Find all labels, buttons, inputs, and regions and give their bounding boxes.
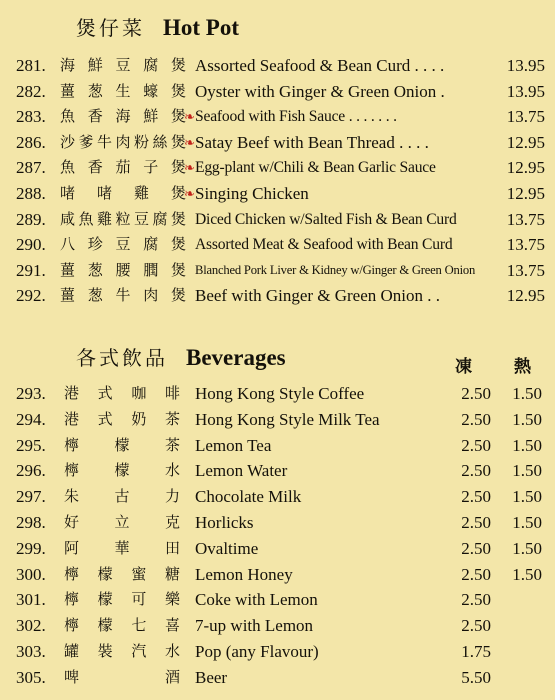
item-name-zh: 檸檬蜜糖 [64, 564, 180, 583]
item-name-zh: 檸檬可樂 [64, 590, 180, 609]
item-number: 302. [16, 616, 46, 636]
item-name-zh: 朱古力 [64, 487, 180, 506]
item-number: 297. [16, 487, 46, 507]
item-price: 12.95 [506, 158, 545, 178]
hot-price: 1.50 [512, 461, 542, 481]
item-name-en: Blanched Pork Liver & Kidney w/Ginger & Green Onion [195, 262, 476, 277]
beverages-title-zh: 各式飲品 [76, 346, 168, 370]
item-number: 286. [16, 132, 46, 152]
item-name-en: Beer [195, 667, 228, 687]
cold-price: 2.50 [461, 487, 491, 507]
item-number: 293. [16, 384, 46, 403]
beverage-row [0, 407, 555, 433]
beverage-row [0, 613, 555, 639]
item-name-zh: 阿華田 [64, 538, 180, 557]
beverages-title-en: Beverages [186, 345, 286, 370]
item-price: 12.95 [506, 286, 545, 306]
cold-price: 5.50 [461, 667, 491, 687]
item-name-en: Lemon Water [195, 461, 288, 481]
item-number: 292. [16, 286, 46, 306]
item-number: 300. [16, 564, 46, 584]
item-price: 13.95 [506, 56, 545, 75]
item-name-zh: 港式奶茶 [64, 409, 180, 428]
cold-price: 2.50 [461, 564, 491, 584]
hotpot-title-zh: 煲仔菜 [76, 16, 145, 40]
item-price: 13.95 [506, 81, 545, 101]
menu-item-row [0, 104, 555, 130]
item-name-zh: 薑葱腰膶煲 [60, 260, 186, 279]
cold-price: 2.50 [461, 513, 491, 532]
menu-item-row [0, 53, 555, 79]
menu-item-row [0, 155, 555, 181]
item-name-en: Chocolate Milk [195, 487, 302, 507]
hot-price: 1.50 [512, 435, 542, 455]
hot-column-header: 熱 [514, 357, 531, 377]
cold-price: 2.50 [461, 435, 491, 455]
item-name-zh: 海鮮豆腐煲 [60, 56, 186, 74]
item-price: 13.75 [506, 260, 545, 280]
hot-price: 1.50 [512, 384, 542, 403]
menu-item-row [0, 283, 555, 309]
item-name-en: 7-up with Lemon [195, 616, 314, 636]
beverage-row [0, 562, 555, 588]
item-name-en: Singing Chicken [195, 184, 309, 203]
item-number: 296. [16, 461, 46, 481]
item-name-zh: 魚香茄子煲 [60, 158, 186, 177]
item-name-zh: 好立克 [64, 513, 180, 531]
cold-price: 1.75 [461, 642, 491, 661]
item-name-en: Hong Kong Style Coffee [195, 384, 365, 403]
beverage-row [0, 665, 555, 691]
item-name-zh: 啤酒 [64, 667, 180, 686]
chili-pepper-icon: ❧ [184, 186, 195, 201]
hot-price: 1.50 [512, 564, 542, 584]
item-number: 281. [16, 56, 46, 75]
item-number: 305. [16, 667, 46, 687]
beverage-row [0, 510, 555, 536]
item-name-en: Coke with Lemon [195, 590, 318, 610]
item-name-zh: 檸檬水 [64, 461, 180, 480]
hotpot-title-en: Hot Pot [163, 15, 240, 40]
hot-price: 1.50 [512, 513, 542, 532]
item-name-zh: 八珍豆腐煲 [60, 235, 186, 254]
item-number: 288. [16, 184, 46, 203]
menu-item-row [0, 232, 555, 258]
item-number: 301. [16, 590, 46, 610]
item-price: 13.75 [506, 235, 545, 255]
item-name-en: Satay Beef with Bean Thread . . . . [195, 132, 429, 152]
chili-pepper-icon: ❧ [184, 134, 195, 150]
chili-pepper-icon: ❧ [184, 160, 195, 176]
cold-price: 2.50 [461, 409, 491, 429]
beverage-row [0, 433, 555, 459]
menu-item-row [0, 181, 555, 207]
hot-price: 1.50 [512, 487, 542, 507]
item-number: 298. [16, 513, 46, 532]
beverage-row [0, 381, 555, 407]
item-price: 13.75 [506, 209, 545, 229]
cold-price: 2.50 [461, 384, 491, 403]
item-number: 299. [16, 538, 46, 558]
item-price: 13.75 [506, 107, 545, 127]
item-name-en: Egg-plant w/Chili & Bean Garlic Sauce [195, 159, 436, 177]
item-name-en: Assorted Seafood & Bean Curd . . . . [195, 56, 445, 75]
item-name-zh: 檸檬茶 [64, 435, 180, 454]
item-number: 294. [16, 409, 46, 429]
item-name-en: Pop (any Flavour) [195, 642, 319, 661]
item-name-zh: 咸魚雞粒豆腐煲 [60, 209, 186, 228]
cold-column-header: 凍 [455, 357, 472, 377]
menu-item-row [0, 258, 555, 284]
item-number: 291. [16, 260, 46, 280]
item-number: 290. [16, 235, 46, 255]
item-name-zh: 檸檬七喜 [64, 616, 180, 635]
hot-price: 1.50 [512, 538, 542, 558]
item-number: 289. [16, 209, 46, 229]
item-number: 282. [16, 81, 46, 101]
item-name-en: Beef with Ginger & Green Onion . . [195, 286, 441, 306]
cold-price: 2.50 [461, 461, 491, 481]
cold-price: 2.50 [461, 616, 491, 636]
menu-item-row [0, 207, 555, 233]
item-name-en: Lemon Honey [195, 564, 293, 584]
cold-price: 2.50 [461, 538, 491, 558]
menu-item-row [0, 130, 555, 156]
beverages-section-title [76, 342, 286, 371]
item-name-en: Assorted Meat & Seafood with Bean Curd [195, 236, 453, 254]
item-price: 12.95 [506, 132, 545, 152]
beverage-row [0, 587, 555, 613]
hotpot-section-title [76, 12, 239, 41]
item-name-zh: 罐裝汽水 [64, 642, 180, 660]
beverage-row [0, 536, 555, 562]
hot-price: 1.50 [512, 409, 542, 429]
item-name-zh: 薑葱牛肉煲 [60, 286, 186, 305]
item-price: 12.95 [506, 184, 545, 203]
item-name-zh: 港式咖啡 [64, 384, 180, 402]
item-name-zh: 啫啫雞煲 [60, 184, 186, 202]
beverage-row [0, 639, 555, 665]
chili-pepper-icon: ❧ [184, 109, 195, 125]
item-name-zh: 魚香海鮮煲 [60, 107, 186, 126]
item-name-en: Oyster with Ginger & Green Onion . [195, 81, 445, 101]
item-name-zh: 沙爹牛肉粉絲煲 [60, 132, 186, 151]
beverage-row [0, 484, 555, 510]
cold-price: 2.50 [461, 590, 491, 610]
beverage-row [0, 458, 555, 484]
item-name-zh: 薑葱生蠔煲 [60, 81, 186, 100]
item-name-en: Horlicks [195, 513, 254, 532]
item-number: 283. [16, 107, 46, 127]
item-number: 287. [16, 158, 46, 178]
menu-item-row [0, 79, 555, 105]
item-number: 295. [16, 435, 46, 455]
item-name-en: Hong Kong Style Milk Tea [195, 409, 380, 429]
item-name-en: Seafood with Fish Sauce . . . . . . . [195, 108, 397, 126]
item-name-en: Diced Chicken w/Salted Fish & Bean Curd [195, 210, 457, 228]
item-name-en: Ovaltime [195, 538, 259, 558]
item-number: 303. [16, 642, 46, 661]
item-name-en: Lemon Tea [195, 435, 272, 455]
